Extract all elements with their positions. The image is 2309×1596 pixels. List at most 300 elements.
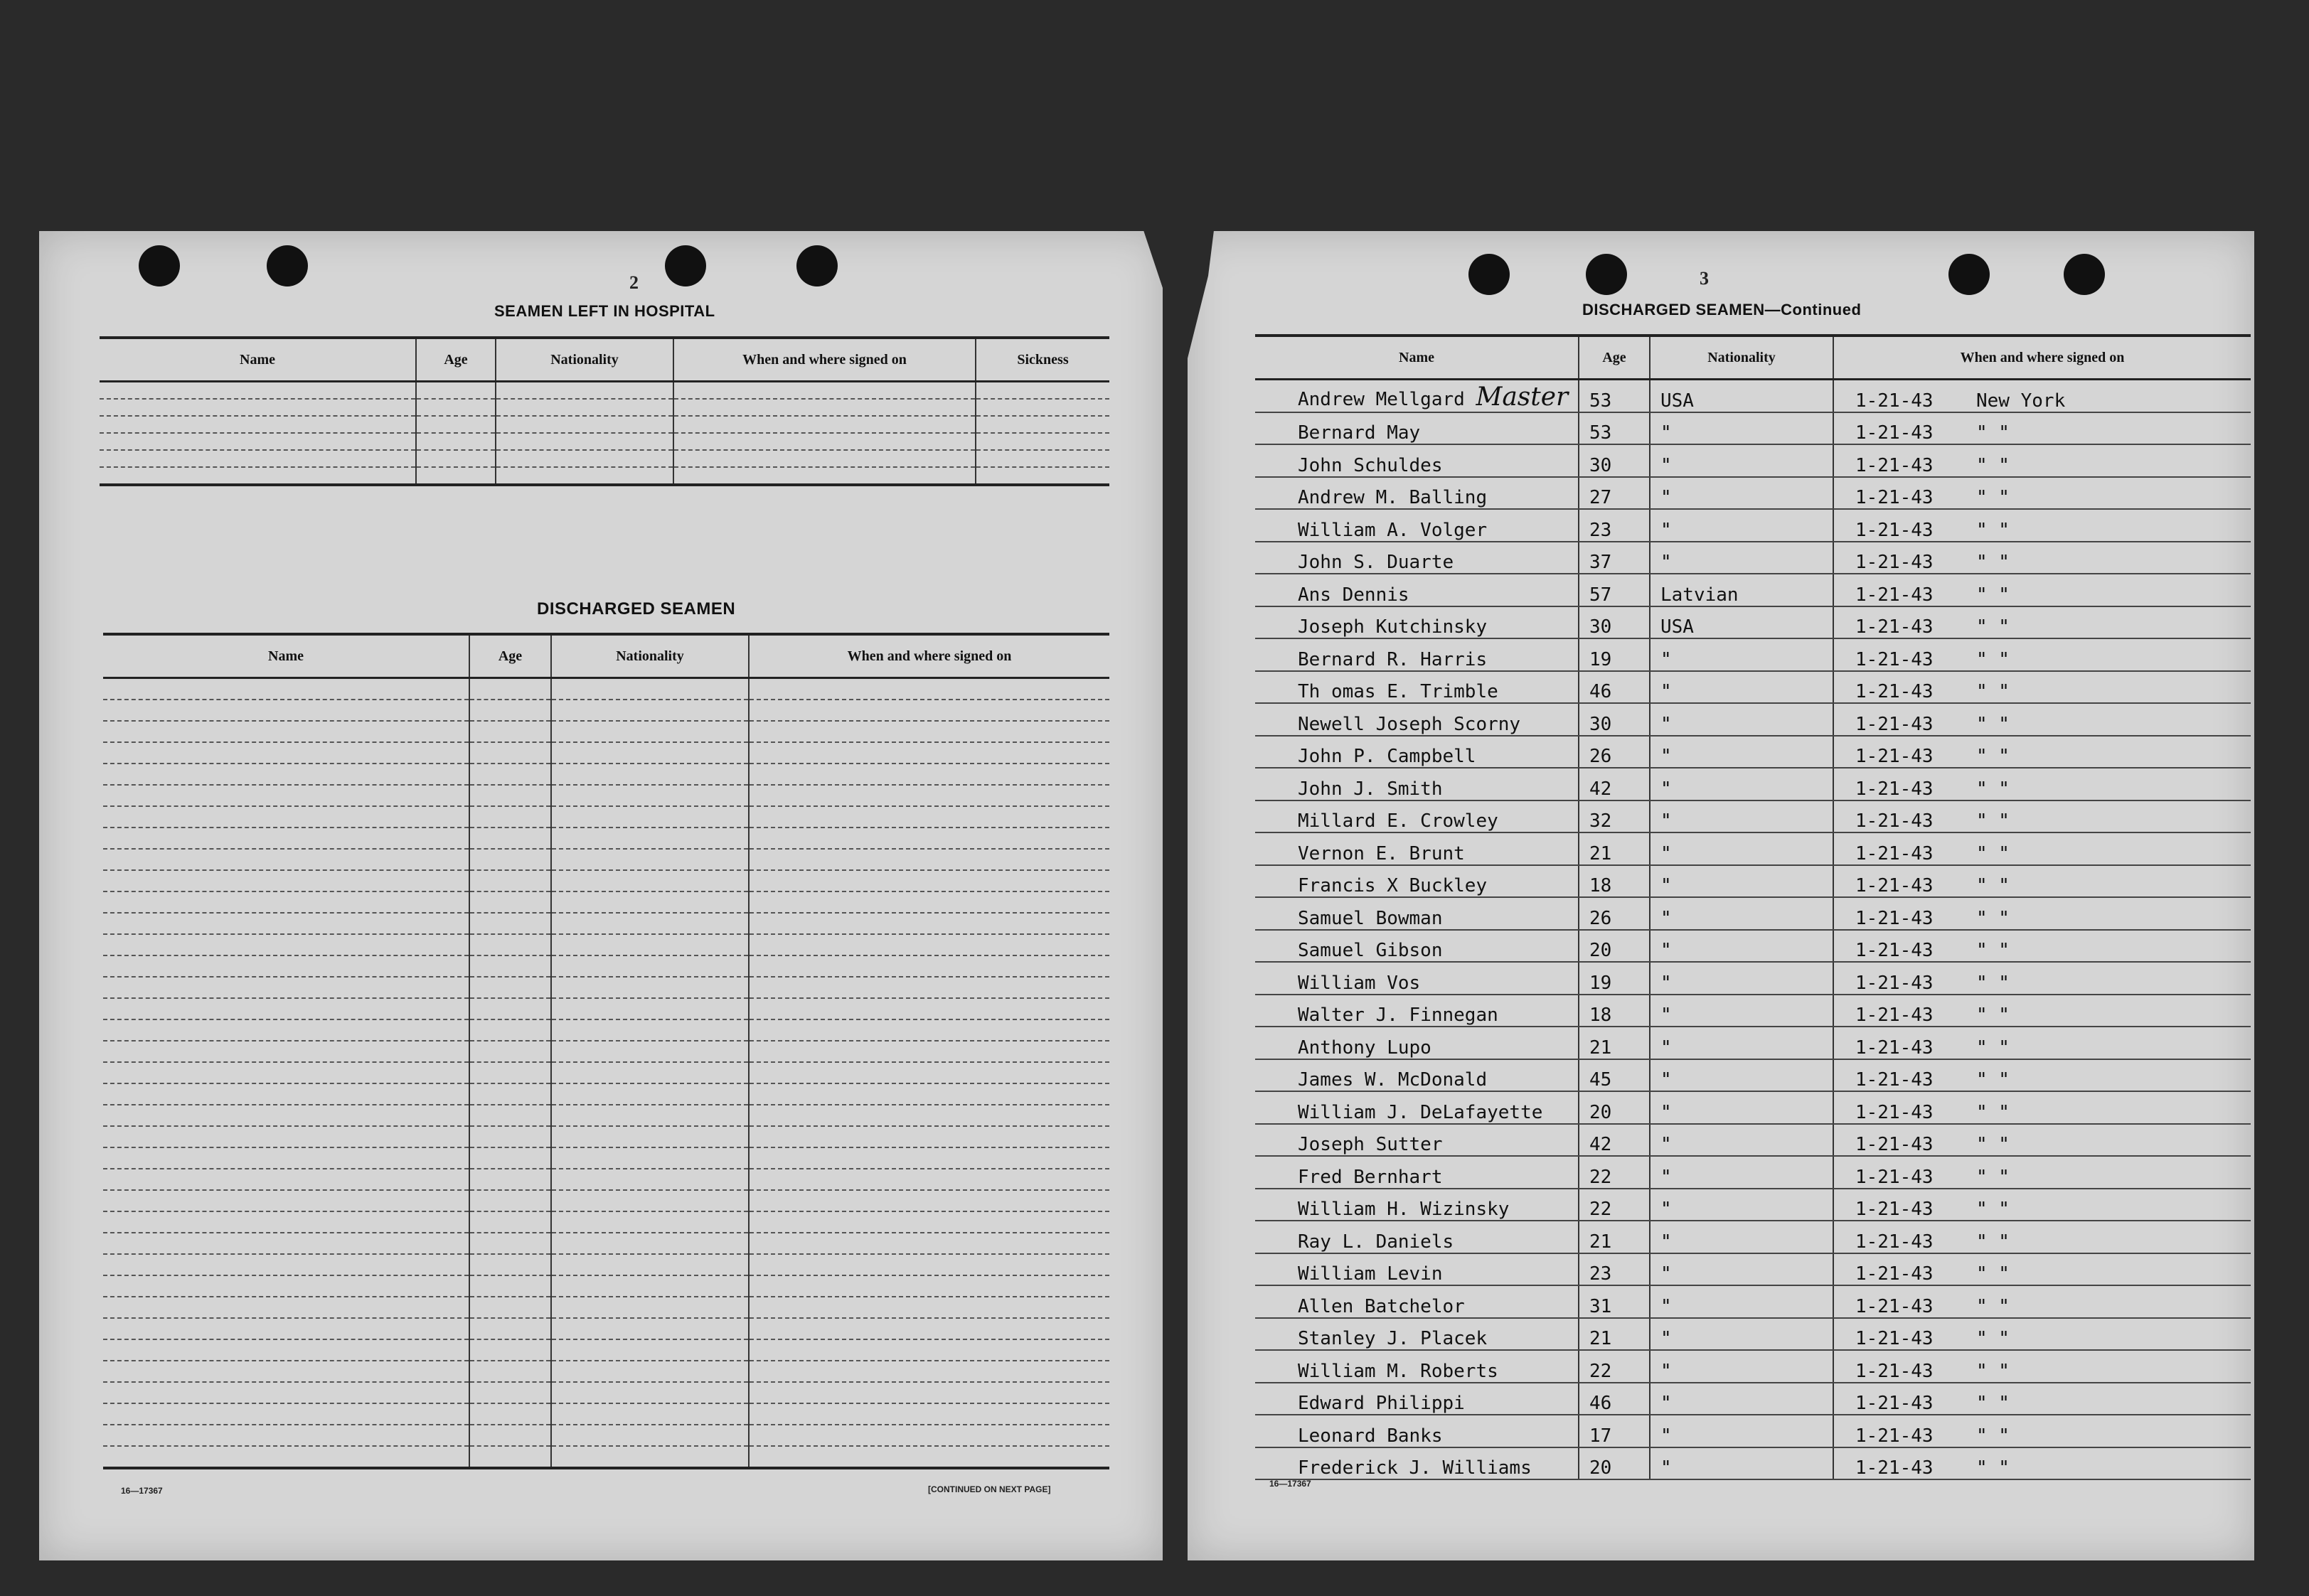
seaman-row <box>1255 736 2251 768</box>
signed-on-date: 1-21-43 <box>1855 454 1934 476</box>
left-page <box>39 231 1163 1560</box>
seaman-age: 57 <box>1579 574 1650 606</box>
blank-cell <box>551 849 749 870</box>
seaman-age: 20 <box>1579 930 1650 963</box>
seaman-name-cell <box>1255 930 1579 963</box>
signed-on-place: " " <box>1976 713 2010 735</box>
blank-cell <box>496 416 673 433</box>
signed-on-cell <box>1833 930 2251 963</box>
signed-on-place: " " <box>1976 1425 2010 1447</box>
signed-on-date: 1-21-43 <box>1855 1166 1934 1188</box>
signed-on-date: 1-21-43 <box>1855 907 1934 929</box>
column-header: Name <box>103 634 469 678</box>
blank-cell <box>469 934 551 955</box>
seaman-name: Ray L. Daniels <box>1298 1231 1454 1253</box>
signed-on-place: " " <box>1976 972 2010 994</box>
signed-on-cell <box>1833 1253 2251 1286</box>
signed-on-date: 1-21-43 <box>1855 1425 1934 1447</box>
seaman-row <box>1255 412 2251 445</box>
blank-cell <box>103 1382 469 1403</box>
blank-cell <box>469 1211 551 1233</box>
seaman-name-cell <box>1255 1221 1579 1253</box>
blank-cell <box>551 998 749 1019</box>
signed-on-place: " " <box>1976 1328 2010 1349</box>
blank-cell <box>416 399 496 416</box>
blank-cell <box>749 785 1109 806</box>
blank-cell <box>749 1339 1109 1361</box>
seaman-nationality: " <box>1650 1059 1833 1092</box>
signed-on-place: " " <box>1976 519 2010 541</box>
blank-row <box>103 1062 1109 1083</box>
seaman-nationality: USA <box>1650 380 1833 412</box>
blank-cell <box>976 433 1109 450</box>
blank-row <box>100 416 1109 433</box>
signed-on-cell <box>1833 768 2251 800</box>
blank-cell <box>749 806 1109 828</box>
seaman-row <box>1255 703 2251 736</box>
blank-row <box>103 1339 1109 1361</box>
blank-row <box>103 998 1109 1019</box>
seaman-name: Anthony Lupo <box>1298 1037 1431 1059</box>
seaman-nationality: " <box>1650 542 1833 574</box>
blank-cell <box>103 934 469 955</box>
seaman-row <box>1255 768 2251 800</box>
blank-cell <box>103 721 469 742</box>
seaman-row <box>1255 1156 2251 1189</box>
blank-row <box>103 1211 1109 1233</box>
blank-cell <box>469 1403 551 1425</box>
seaman-name-cell <box>1255 1124 1579 1157</box>
signed-on-place: " " <box>1976 1393 2010 1414</box>
seaman-nationality: " <box>1650 865 1833 898</box>
blank-row <box>103 1361 1109 1382</box>
blank-cell <box>469 1297 551 1318</box>
seaman-nationality: " <box>1650 930 1833 963</box>
blank-cell <box>496 433 673 450</box>
seaman-name: Stanley J. Placek <box>1298 1328 1488 1349</box>
seaman-nationality: " <box>1650 703 1833 736</box>
blank-cell <box>749 742 1109 764</box>
seaman-age: 42 <box>1579 768 1650 800</box>
blank-cell <box>551 1275 749 1297</box>
blank-cell <box>103 1169 469 1190</box>
seaman-name-cell <box>1255 1156 1579 1189</box>
blank-cell <box>469 806 551 828</box>
blank-cell <box>103 913 469 934</box>
punch-hole <box>796 245 838 286</box>
seaman-row <box>1255 1124 2251 1157</box>
blank-cell <box>103 955 469 977</box>
signed-on-cell <box>1833 412 2251 445</box>
blank-cell <box>749 891 1109 913</box>
blank-cell <box>551 1403 749 1425</box>
seaman-name: Frederick J. Williams <box>1298 1457 1532 1479</box>
blank-row <box>103 1041 1109 1062</box>
blank-cell <box>103 977 469 998</box>
blank-cell <box>496 450 673 467</box>
blank-cell <box>673 433 976 450</box>
blank-cell <box>749 1169 1109 1190</box>
blank-cell <box>551 1254 749 1275</box>
signed-on-cell <box>1833 1091 2251 1124</box>
seaman-nationality: " <box>1650 736 1833 768</box>
signed-on-cell <box>1833 1189 2251 1221</box>
blank-cell <box>103 1233 469 1254</box>
seaman-nationality: " <box>1650 962 1833 995</box>
continued-note: [CONTINUED ON NEXT PAGE] <box>928 1484 1051 1494</box>
blank-cell <box>551 1425 749 1446</box>
discharged-continued-title: DISCHARGED SEAMEN—Continued <box>1582 301 1862 318</box>
seaman-nationality: " <box>1650 1415 1833 1447</box>
seaman-age: 30 <box>1579 444 1650 477</box>
seaman-name: Bernard R. Harris <box>1298 648 1488 670</box>
seaman-name: John Schuldes <box>1298 454 1443 476</box>
signed-on-date: 1-21-43 <box>1855 778 1934 800</box>
seaman-row <box>1255 1027 2251 1059</box>
blank-cell <box>100 433 416 450</box>
blank-cell <box>749 1382 1109 1403</box>
signed-on-date: 1-21-43 <box>1855 648 1934 670</box>
page-number: 3 <box>1700 268 1709 289</box>
blank-cell <box>673 416 976 433</box>
blank-cell <box>103 742 469 764</box>
blank-row <box>103 785 1109 806</box>
signed-on-cell <box>1833 1059 2251 1092</box>
blank-cell <box>551 785 749 806</box>
blank-row <box>103 1083 1109 1105</box>
seaman-row <box>1255 1189 2251 1221</box>
blank-cell <box>551 1105 749 1126</box>
punch-hole <box>2064 254 2105 295</box>
seaman-row <box>1255 1447 2251 1480</box>
signed-on-date: 1-21-43 <box>1855 1231 1934 1253</box>
blank-cell <box>551 742 749 764</box>
seaman-age: 30 <box>1579 606 1650 639</box>
signed-on-place: " " <box>1976 907 2010 929</box>
blank-cell <box>551 870 749 891</box>
column-header: When and where signed on <box>673 338 976 382</box>
seaman-name: William M. Roberts <box>1298 1360 1498 1382</box>
blank-cell <box>103 1211 469 1233</box>
blank-cell <box>749 1297 1109 1318</box>
seaman-name: Vernon E. Brunt <box>1298 842 1465 864</box>
blank-cell <box>749 700 1109 721</box>
signed-on-place: " " <box>1976 584 2010 606</box>
blank-cell <box>469 1147 551 1169</box>
seaman-nationality: " <box>1650 1221 1833 1253</box>
signed-on-cell <box>1833 1124 2251 1157</box>
signed-on-place: " " <box>1976 810 2010 832</box>
signed-on-date: 1-21-43 <box>1855 875 1934 896</box>
signed-on-place: " " <box>1976 1037 2010 1059</box>
blank-cell <box>469 1425 551 1446</box>
blank-cell <box>551 764 749 785</box>
blank-cell <box>103 1147 469 1169</box>
signed-on-date: 1-21-43 <box>1855 1393 1934 1414</box>
blank-cell <box>103 700 469 721</box>
blank-cell <box>469 1275 551 1297</box>
blank-cell <box>496 399 673 416</box>
blank-cell <box>749 1041 1109 1062</box>
seaman-age: 22 <box>1579 1156 1650 1189</box>
seaman-nationality: " <box>1650 832 1833 865</box>
blank-cell <box>551 1126 749 1147</box>
discharged-table <box>103 633 1109 1469</box>
blank-row <box>103 934 1109 955</box>
seaman-name: William Vos <box>1298 972 1421 994</box>
seaman-name-cell <box>1255 1253 1579 1286</box>
seaman-row <box>1255 444 2251 477</box>
seaman-row <box>1255 1221 2251 1253</box>
signed-on-date: 1-21-43 <box>1855 1037 1934 1059</box>
blank-cell <box>551 1361 749 1382</box>
blank-cell <box>749 955 1109 977</box>
seaman-name: Joseph Sutter <box>1298 1134 1443 1155</box>
blank-cell <box>469 721 551 742</box>
seaman-age: 53 <box>1579 412 1650 445</box>
blank-cell <box>749 870 1109 891</box>
seaman-age: 23 <box>1579 509 1650 542</box>
hospital-section-title: SEAMEN LEFT IN HOSPITAL <box>494 302 715 320</box>
blank-cell <box>469 742 551 764</box>
blank-cell <box>673 399 976 416</box>
form-number: 16—17367 <box>121 1486 163 1496</box>
signed-on-date: 1-21-43 <box>1855 616 1934 638</box>
signed-on-date: 1-21-43 <box>1855 940 1934 961</box>
seaman-name-cell <box>1255 703 1579 736</box>
seaman-name: John J. Smith <box>1298 778 1443 800</box>
blank-cell <box>551 721 749 742</box>
blank-cell <box>469 1105 551 1126</box>
signed-on-cell <box>1833 444 2251 477</box>
seaman-name: Bernard May <box>1298 422 1421 444</box>
seaman-name: James W. McDonald <box>1298 1069 1488 1091</box>
signed-on-cell <box>1833 736 2251 768</box>
signed-on-date: 1-21-43 <box>1855 810 1934 832</box>
blank-cell <box>551 1446 749 1468</box>
signed-on-place: " " <box>1976 746 2010 767</box>
blank-row <box>100 399 1109 416</box>
signed-on-cell <box>1833 832 2251 865</box>
blank-cell <box>551 913 749 934</box>
seaman-age: 21 <box>1579 1318 1650 1351</box>
blank-cell <box>103 849 469 870</box>
blank-cell <box>469 678 551 700</box>
seaman-name-cell <box>1255 509 1579 542</box>
column-header: Age <box>469 634 551 678</box>
blank-cell <box>103 1062 469 1083</box>
blank-cell <box>551 891 749 913</box>
seaman-row <box>1255 1350 2251 1383</box>
blank-cell <box>749 1083 1109 1105</box>
blank-cell <box>749 678 1109 700</box>
signed-on-cell <box>1833 542 2251 574</box>
blank-cell <box>416 382 496 400</box>
signed-on-date: 1-21-43 <box>1855 1263 1934 1285</box>
blank-cell <box>551 1211 749 1233</box>
blank-cell <box>749 1361 1109 1382</box>
blank-cell <box>469 1233 551 1254</box>
seaman-row <box>1255 962 2251 995</box>
column-header: Name <box>100 338 416 382</box>
column-header: When and where signed on <box>749 634 1109 678</box>
signed-on-place: " " <box>1976 616 2010 638</box>
blank-cell <box>469 1019 551 1041</box>
signed-on-date: 1-21-43 <box>1855 746 1934 767</box>
blank-cell <box>749 1425 1109 1446</box>
blank-cell <box>551 1233 749 1254</box>
seaman-age: 42 <box>1579 1124 1650 1157</box>
blank-cell <box>469 1062 551 1083</box>
seaman-row <box>1255 477 2251 510</box>
blank-cell <box>749 828 1109 849</box>
seaman-name: Andrew M. Balling <box>1298 487 1488 508</box>
blank-cell <box>469 1190 551 1211</box>
signed-on-cell <box>1833 671 2251 704</box>
blank-cell <box>551 955 749 977</box>
blank-row <box>103 742 1109 764</box>
blank-cell <box>469 1126 551 1147</box>
blank-row <box>103 849 1109 870</box>
signed-on-place: " " <box>1976 1166 2010 1188</box>
seaman-age: 21 <box>1579 832 1650 865</box>
seaman-name: Fred Bernhart <box>1298 1166 1443 1188</box>
blank-cell <box>749 1019 1109 1041</box>
blank-cell <box>103 891 469 913</box>
seaman-nationality: " <box>1650 1383 1833 1415</box>
signed-on-place: " " <box>1976 552 2010 573</box>
hospital-blank-rows <box>100 382 1109 486</box>
seaman-name: William Levin <box>1298 1263 1443 1285</box>
seaman-nationality: Latvian <box>1650 574 1833 606</box>
blank-cell <box>749 1403 1109 1425</box>
signed-on-cell <box>1833 1415 2251 1447</box>
seaman-age: 22 <box>1579 1350 1650 1383</box>
seaman-age: 20 <box>1579 1091 1650 1124</box>
seaman-age: 19 <box>1579 962 1650 995</box>
seaman-age: 20 <box>1579 1447 1650 1480</box>
blank-cell <box>103 1339 469 1361</box>
blank-cell <box>496 382 673 400</box>
signed-on-date: 1-21-43 <box>1855 1005 1934 1026</box>
signed-on-date: 1-21-43 <box>1855 1101 1934 1123</box>
seaman-name-cell <box>1255 832 1579 865</box>
blank-cell <box>469 828 551 849</box>
blank-cell <box>469 1382 551 1403</box>
blank-cell <box>551 1382 749 1403</box>
seaman-nationality: " <box>1650 1447 1833 1480</box>
signed-on-place: " " <box>1976 454 2010 476</box>
blank-cell <box>749 913 1109 934</box>
column-header: Age <box>416 338 496 382</box>
seaman-age: 37 <box>1579 542 1650 574</box>
seaman-name-cell <box>1255 1189 1579 1221</box>
signed-on-date: 1-21-43 <box>1855 681 1934 702</box>
blank-cell <box>551 1190 749 1211</box>
seaman-age: 21 <box>1579 1027 1650 1059</box>
blank-row <box>103 1233 1109 1254</box>
blank-cell <box>749 998 1109 1019</box>
seaman-nationality: " <box>1650 768 1833 800</box>
signed-on-place: New York <box>1976 390 2066 412</box>
blank-cell <box>749 1211 1109 1233</box>
seaman-name-cell <box>1255 1027 1579 1059</box>
seaman-nationality: " <box>1650 1350 1833 1383</box>
seaman-nationality: " <box>1650 897 1833 930</box>
seaman-row <box>1255 865 2251 898</box>
signed-on-cell <box>1833 477 2251 510</box>
seaman-row <box>1255 671 2251 704</box>
signed-on-date: 1-21-43 <box>1855 972 1934 994</box>
blank-cell <box>551 934 749 955</box>
blank-cell <box>749 764 1109 785</box>
seaman-name: William H. Wizinsky <box>1298 1199 1510 1220</box>
blank-cell <box>469 955 551 977</box>
blank-row <box>103 828 1109 849</box>
signed-on-date: 1-21-43 <box>1855 584 1934 606</box>
blank-row <box>103 764 1109 785</box>
signed-on-place: " " <box>1976 681 2010 702</box>
blank-row <box>100 450 1109 467</box>
seaman-age: 19 <box>1579 638 1650 671</box>
seaman-nationality: " <box>1650 1124 1833 1157</box>
seaman-row <box>1255 832 2251 865</box>
seaman-name: John P. Campbell <box>1298 746 1476 767</box>
blank-cell <box>469 849 551 870</box>
seaman-name: Joseph Kutchinsky <box>1298 616 1488 638</box>
discharged-blank-rows <box>103 678 1109 1469</box>
column-header: Age <box>1579 336 1650 380</box>
blank-cell <box>469 977 551 998</box>
blank-cell <box>673 382 976 400</box>
seaman-age: 21 <box>1579 1221 1650 1253</box>
blank-cell <box>976 467 1109 485</box>
blank-cell <box>103 806 469 828</box>
signed-on-place: " " <box>1976 1457 2010 1479</box>
seaman-nationality: " <box>1650 1285 1833 1318</box>
signed-on-cell <box>1833 1156 2251 1189</box>
seaman-row <box>1255 1091 2251 1124</box>
blank-cell <box>103 1403 469 1425</box>
seaman-name-cell <box>1255 897 1579 930</box>
blank-cell <box>749 1105 1109 1126</box>
blank-row <box>103 1169 1109 1190</box>
blank-cell <box>749 977 1109 998</box>
blank-cell <box>673 467 976 485</box>
seaman-nationality: " <box>1650 671 1833 704</box>
signed-on-date: 1-21-43 <box>1855 713 1934 735</box>
blank-row <box>103 678 1109 700</box>
signed-on-date: 1-21-43 <box>1855 1295 1934 1317</box>
blank-row <box>103 1403 1109 1425</box>
blank-cell <box>100 399 416 416</box>
seaman-age: 46 <box>1579 1383 1650 1415</box>
discharged-continued-table <box>1255 334 2251 1480</box>
seaman-name-cell <box>1255 477 1579 510</box>
seaman-name: Newell Joseph Scorny <box>1298 713 1521 735</box>
signed-on-cell <box>1833 800 2251 833</box>
blank-cell <box>100 467 416 485</box>
seaman-name-cell <box>1255 962 1579 995</box>
seaman-name: Francis X Buckley <box>1298 875 1488 896</box>
signed-on-place: " " <box>1976 1005 2010 1026</box>
blank-cell <box>749 1254 1109 1275</box>
seaman-nationality: " <box>1650 638 1833 671</box>
seaman-nationality: " <box>1650 995 1833 1027</box>
seaman-row <box>1255 995 2251 1027</box>
signed-on-place: " " <box>1976 842 2010 864</box>
signed-on-place: " " <box>1976 1101 2010 1123</box>
